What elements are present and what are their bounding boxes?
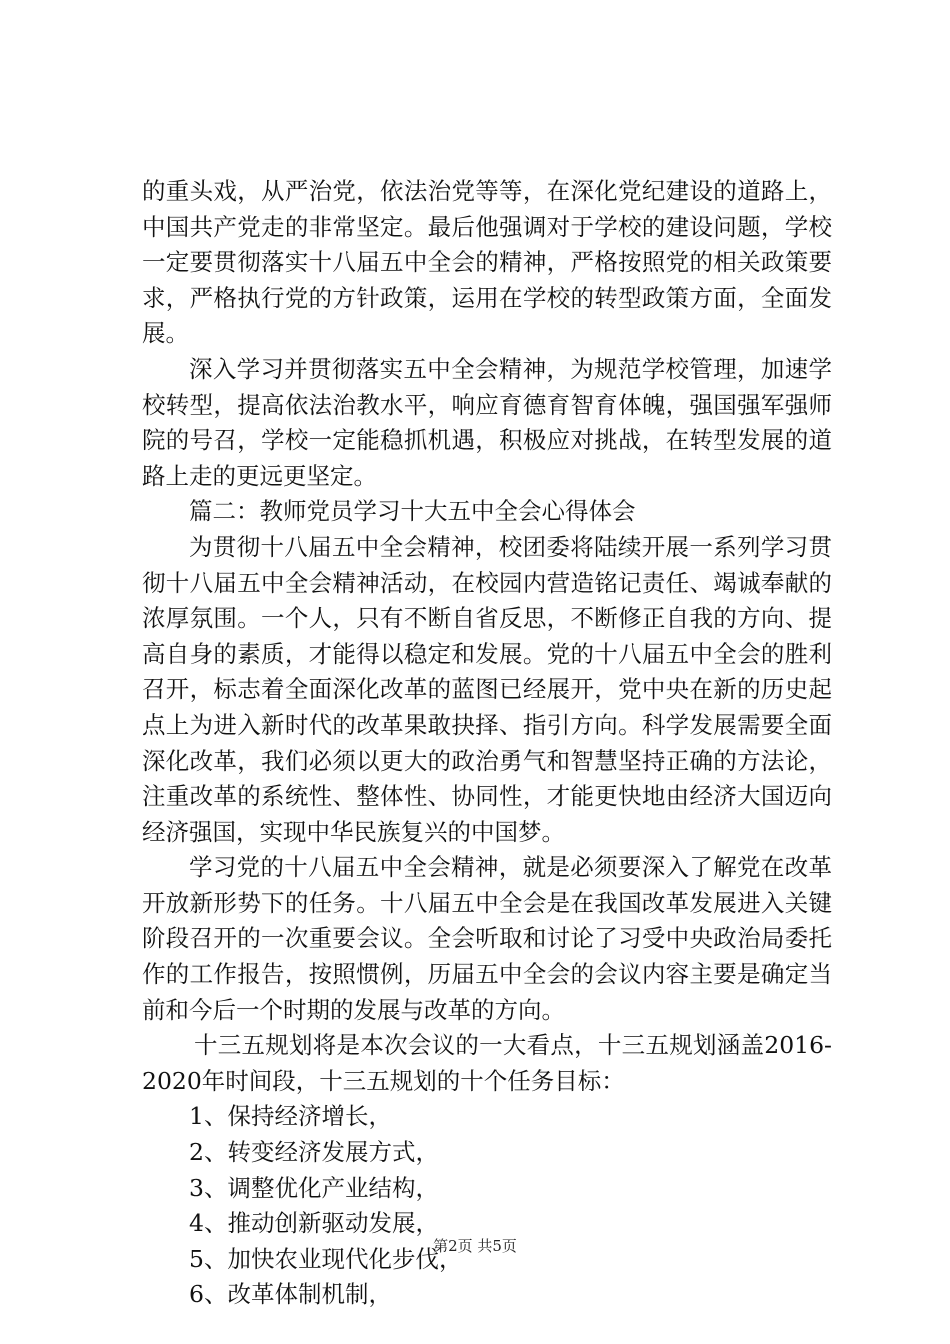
page-footer bbox=[0, 1236, 950, 1256]
paragraph-reform-tasks: 学习党的十八届五中全会精神，就是必须要深入了解党在改革开放新形势下的任务。十八届五中全会是在我国改革发展进入关键阶段召开的一次重要会议。全会听取和讨论了习受中央政治局委托作的工作报告，按照惯例，历届五中全会的会议内容主要是确定当前和今后一个时期的发展与改革的方向。 bbox=[142, 853, 832, 1024]
list-item: 5、加快农业现代化步伐， bbox=[189, 1244, 463, 1273]
document-body bbox=[142, 174, 832, 1313]
paragraph-five-year-plan: 十三五规划将是本次会议的一大看点，十三五规划涵盖2016-2020年时间段，十三五规划的十个任务目标： bbox=[142, 1031, 832, 1095]
list-item: 1、保持经济增长， bbox=[189, 1102, 392, 1131]
list-item: 2、转变经济发展方式， bbox=[189, 1138, 439, 1167]
list-item: 6、改革体制机制， bbox=[189, 1280, 392, 1309]
list-item: 3、调整优化产业结构， bbox=[189, 1173, 439, 1202]
section-heading: 篇二：教师党员学习十大五中全会心得体会 bbox=[189, 497, 636, 526]
paragraph-study-plenum: 深入学习并贯彻落实五中全会精神，为规范学校管理，加速学校转型，提高依法治教水平，响应育德育智育体魄，强国强军强师院的号召，学校一定能稳抓机遇，积极应对挑战，在转型发展的道路上走的更远更坚定。 bbox=[142, 354, 832, 490]
page-number: 第2页 共5页 bbox=[433, 1237, 517, 1255]
list-item: 4、推动创新驱动发展， bbox=[189, 1209, 439, 1238]
paragraph-continued: 的重头戏，从严治党，依法治党等等，在深化党纪建设的道路上，中国共产党走的非常坚定。最后他强调对于学校的建设问题，学校一定要贯彻落实十八届五中全会的精神，严格按照党的相关政策要求，严格执行党的方针政策，运用在学校的转型政策方面，全面发展。 bbox=[142, 177, 832, 348]
paragraph-youth-league: 为贯彻十八届五中全会精神，校团委将陆续开展一系列学习贯彻十八届五中全会精神活动，在校园内营造铭记责任、竭诚奉献的浓厚氛围。一个人，只有不断自省反思，不断修正自我的方向、提高自身的素质，才能得以稳定和发展。党的十八届五中全会的胜利召开，标志着全面深化改革的蓝图已经展开，党中央在新的历史起点上为进入新时代的改革果敢抉择、指引方向。科学发展需要全面深化改革，我们必须以更大的政治勇气和智慧坚持正确的方法论，注重改革的系统性、整体性、协同性，才能更快地由经济大国迈向经济强国，实现中华民族复兴的中国梦。 bbox=[142, 532, 832, 846]
